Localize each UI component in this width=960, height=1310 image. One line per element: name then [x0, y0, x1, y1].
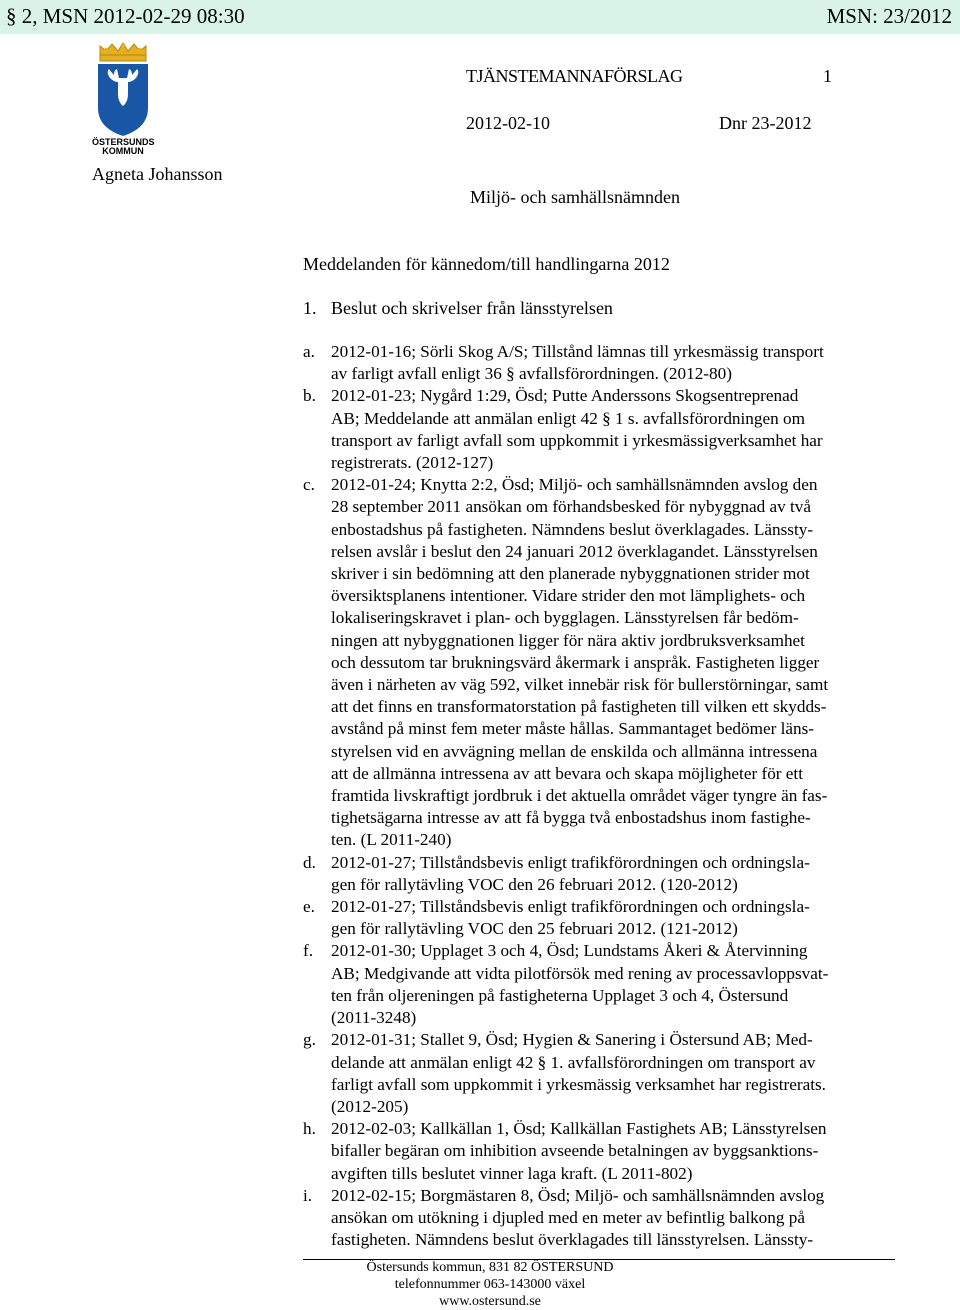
logo-wordmark: ÖSTERSUNDS KOMMUN: [92, 137, 155, 156]
author-name: Agneta Johansson: [92, 164, 223, 184]
footer-website: www.ostersund.se: [439, 1294, 541, 1309]
list-item-text: 2012-02-15; Borgmästaren 8, Ösd; Miljö- och samhällsnämnden avslog ansökan om utökning i djupled med en meter av befintlig balkong på fastigheten. Nämndens beslut överklagades till länsstyrelsen. Länssty-: [331, 1185, 825, 1250]
item-list: [303, 341, 903, 1251]
list-item: [303, 1118, 903, 1185]
board-name: Miljö- och samhällsnämnden: [470, 187, 680, 207]
section-label: Beslut och skrivelser från länsstyrelsen: [331, 298, 613, 318]
list-item: [303, 385, 903, 474]
meeting-reference: § 2, MSN 2012-02-29 08:30: [6, 4, 245, 28]
section-number: 1.: [303, 298, 317, 318]
list-item: [303, 1185, 903, 1252]
list-item-marker: b.: [303, 386, 316, 406]
page-title: Meddelanden för kännedom/till handlingarna 2012: [303, 254, 670, 274]
registration-number: Dnr 23-2012: [719, 113, 812, 133]
section-heading: [303, 298, 613, 319]
list-item-text: 2012-02-03; Kallkällan 1, Ösd; Kallkällan Fastighets AB; Länsstyrelsen bifaller begäran om inhibition avseende betalningen av byggsanktions- avgiften tills beslutet vinner laga kraft. (L 2011-802): [331, 1119, 827, 1183]
page-number: 1: [823, 66, 832, 86]
coat-of-arms-icon: [92, 42, 154, 136]
list-item-text: 2012-01-27; Tillståndsbevis enligt trafikförordningen och ordningsla- gen för rallytävling VOC den 25 februari 2012. (121-2012): [331, 897, 810, 939]
list-item: [303, 852, 903, 896]
list-item: [303, 474, 903, 851]
footer-address: Östersunds kommun, 831 82 ÖSTERSUND: [366, 1260, 614, 1275]
case-number: MSN: 23/2012: [826, 4, 952, 28]
document-type: TJÄNSTEMANNAFÖRSLAG: [466, 66, 683, 86]
list-item-marker: h.: [303, 1119, 316, 1139]
list-item-marker: g.: [303, 1030, 316, 1050]
list-item-marker: d.: [303, 852, 316, 872]
footer-phone: telefonnummer 063-143000 växel: [394, 1277, 586, 1292]
list-item-text: 2012-01-30; Upplaget 3 och 4, Ösd; Lundstams Åkeri & Återvinning AB; Medgivande att vidta pilotförsök med rening av processavloppsvat- ten från oljereningen på fastigheterna Upplaget 3 och 4, Östersund (2011-3248): [331, 941, 829, 1028]
list-item-marker: e.: [303, 897, 315, 917]
list-item-marker: a.: [303, 342, 315, 361]
list-item: [303, 1029, 903, 1118]
list-item-text: 2012-01-23; Nygård 1:29, Ösd; Putte Anderssons Skogsentreprenad AB; Meddelande att anmälan enligt 42 § 1 s. avfallsförordningen om transport av farligt avfall som uppkommit i yrkesmässigverksamhet har registrerats. (2012-127): [331, 386, 823, 473]
list-item: [303, 896, 903, 940]
list-item-marker: f.: [303, 941, 314, 961]
list-item: [303, 940, 903, 1029]
list-item-text: 2012-01-27; Tillståndsbevis enligt trafikförordningen och ordningsla- gen för rallytävling VOC den 26 februari 2012. (120-2012): [331, 852, 810, 894]
list-item-text: 2012-01-31; Stallet 9, Ösd; Hygien & Sanering i Östersund AB; Med- delande att anmälan enligt 42 § 1. avfallsförordningen om transport av farligt avfall som uppkommit i yrkesmässig verksamhet har registrerats. (2012-205): [331, 1030, 826, 1116]
list-item-marker: i.: [303, 1185, 313, 1205]
document-date: 2012-02-10: [466, 113, 550, 133]
list-item-marker: c.: [303, 475, 315, 495]
list-item: [303, 341, 903, 385]
list-item-text: 2012-01-24; Knytta 2:2, Ösd; Miljö- och samhällsnämnden avslog den 28 september 2011 ansökan om förhandsbesked för nybyggnad av två enbostadshus på fastigheten. Nämndens beslut överklagades. Länssty- relsen avslår i beslut den 24 januari 2012 överklagandet. Länsstyrelsen skriver i sin bedömning att den planerade nybyggnationen strider mot översiktsplanens intentioner. Vidare strider den mot lämplighets- och lokaliseringskravet i plan- och bygglagen. Länsstyrelsen får bedöm- ningen att nybyggnationen ligger för nära aktiv jordbruksverksamhet och dessutom tar brukningsvärd åkermark i anspråk. Fastigheten ligger även i närheten av väg 592, vilket innebär risk för bullerstörningar, samt att det finns en transformatorstation på fastigheten till vilken ett skydds- avstånd på minst fem meter måste hållas. Sammantaget bedömer läns- styrelsen vid en avvägning mellan de enskilda och allmänna intressena att de allmänna intressena av att bevara och skapa möjligheter för ett framtida livskraftigt jordbruk i det aktuella området väger tyngre än fas- tighetsägarna intresse av att få bygga två enbostadshus inom fastighe- ten. (L 2011-240): [331, 475, 829, 850]
meeting-reference-bar: [0, 0, 960, 34]
municipality-logo: [92, 42, 154, 156]
list-item-text: 2012-01-16; Sörli Skog A/S; Tillstånd lämnas till yrkesmässig transport av farligt avfall enligt 36 § avfallsförordningen. (2012-80): [331, 342, 824, 384]
